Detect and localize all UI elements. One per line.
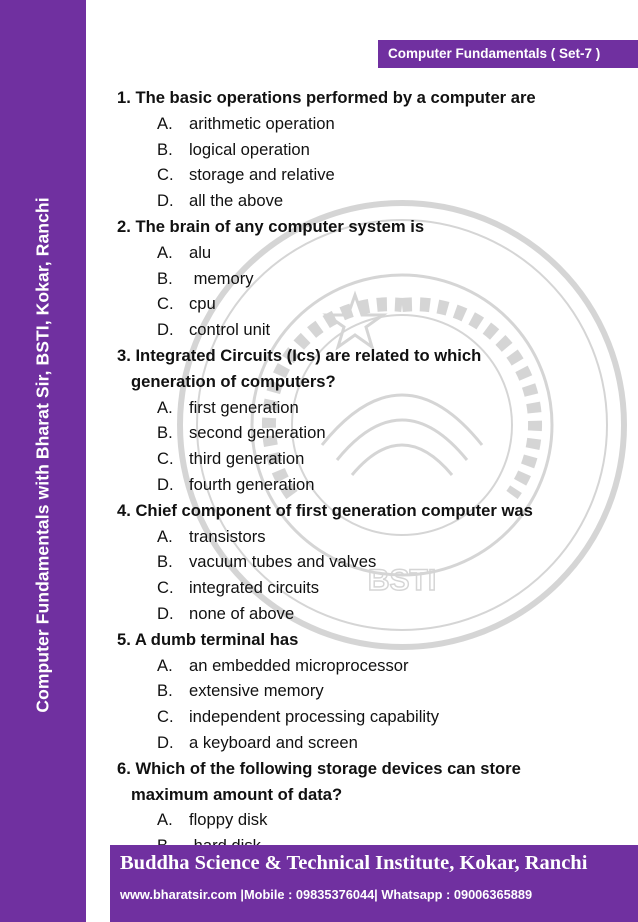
question-text: 2. The brain of any computer system is — [117, 216, 425, 236]
option-text: a keyboard and screen — [189, 732, 358, 752]
option-letter: C. — [157, 294, 174, 314]
set-title-tag: Computer Fundamentals ( Set-7 ) — [378, 40, 638, 68]
question-text: 3. Integrated Circuits (Ics) are related to which — [117, 345, 482, 365]
watermark-text: BSTI — [367, 564, 437, 597]
option-text: alu — [189, 242, 212, 262]
option-letter: B. — [157, 268, 173, 288]
option-letter: B. — [157, 681, 173, 701]
option-letter: D. — [157, 603, 174, 623]
option-text: integrated circuits — [189, 578, 320, 598]
side-banner — [0, 0, 86, 922]
option-text: extensive memory — [189, 681, 324, 701]
option-letter: A. — [157, 810, 173, 830]
option-d — [117, 472, 627, 498]
option-b — [117, 266, 627, 292]
question-text-continued: generation of computers? — [131, 371, 336, 391]
question-5 — [117, 627, 627, 756]
option-text: third generation — [189, 449, 305, 469]
option-letter: D. — [157, 320, 174, 340]
option-text: transistors — [189, 526, 266, 546]
question-2 — [117, 214, 627, 343]
option-a — [117, 240, 627, 266]
option-letter: C. — [157, 578, 174, 598]
question-1 — [117, 85, 627, 214]
option-text: cpu — [189, 294, 216, 314]
option-text: control unit — [189, 320, 271, 340]
option-c — [117, 704, 627, 730]
question-text-continued: maximum amount of data? — [131, 784, 343, 804]
option-text: fourth generation — [189, 474, 315, 494]
question-4 — [117, 498, 627, 627]
question-text: 5. A dumb terminal has — [117, 629, 299, 649]
option-a — [117, 111, 627, 137]
question-text: 1. The basic operations performed by a computer are — [117, 88, 536, 107]
option-d — [117, 730, 627, 756]
institute-name: Buddha Science & Technical Institute, Kokar, Ranchi — [120, 852, 588, 874]
option-b — [117, 420, 627, 446]
option-letter: D. — [157, 732, 174, 752]
option-a — [117, 653, 627, 679]
option-text: floppy disk — [189, 810, 268, 830]
option-letter: B. — [157, 552, 173, 572]
option-a — [117, 807, 627, 833]
option-c — [117, 575, 627, 601]
option-text: second generation — [189, 423, 326, 443]
question-text: 6. Which of the following storage devices can store — [117, 758, 521, 778]
option-c — [117, 162, 627, 188]
option-letter: B. — [157, 139, 173, 159]
question-6 — [117, 756, 627, 859]
contact-line: www.bharatsir.com |Mobile : 09835376044| Whatsapp : 09006365889 — [120, 887, 533, 902]
option-text: an embedded microprocessor — [189, 655, 409, 675]
option-c — [117, 291, 627, 317]
option-letter: D. — [157, 191, 174, 211]
option-letter: A. — [157, 242, 173, 262]
option-a — [117, 395, 627, 421]
footer-banner — [110, 845, 638, 922]
option-d — [117, 188, 627, 214]
option-letter: C. — [157, 707, 174, 727]
option-text: storage and relative — [189, 165, 335, 185]
option-text: vacuum tubes and valves — [189, 552, 377, 572]
option-text: arithmetic operation — [189, 113, 335, 133]
option-letter: A. — [157, 113, 173, 133]
option-letter: B. — [157, 423, 173, 443]
question-3 — [117, 343, 627, 498]
option-text: independent processing capability — [189, 707, 440, 727]
option-d — [117, 601, 627, 627]
option-letter: C. — [157, 165, 174, 185]
option-letter: A. — [157, 526, 173, 546]
option-a — [117, 524, 627, 550]
option-letter: A. — [157, 397, 173, 417]
option-letter: D. — [157, 474, 174, 494]
option-b — [117, 678, 627, 704]
option-d — [117, 317, 627, 343]
option-c — [117, 446, 627, 472]
option-text: logical operation — [189, 139, 310, 159]
option-text: all the above — [189, 191, 284, 211]
option-letter: A. — [157, 655, 173, 675]
option-letter: C. — [157, 449, 174, 469]
option-b — [117, 549, 627, 575]
side-banner-text: Computer Fundamentals with Bharat Sir, BSTI, Kokar, Ranchi — [32, 197, 53, 713]
question-list — [117, 85, 627, 859]
question-text: 4. Chief component of first generation computer was — [117, 500, 533, 520]
option-text: memory — [189, 268, 254, 288]
option-text: first generation — [189, 397, 299, 417]
option-b — [117, 137, 627, 163]
option-text: none of above — [189, 603, 295, 623]
